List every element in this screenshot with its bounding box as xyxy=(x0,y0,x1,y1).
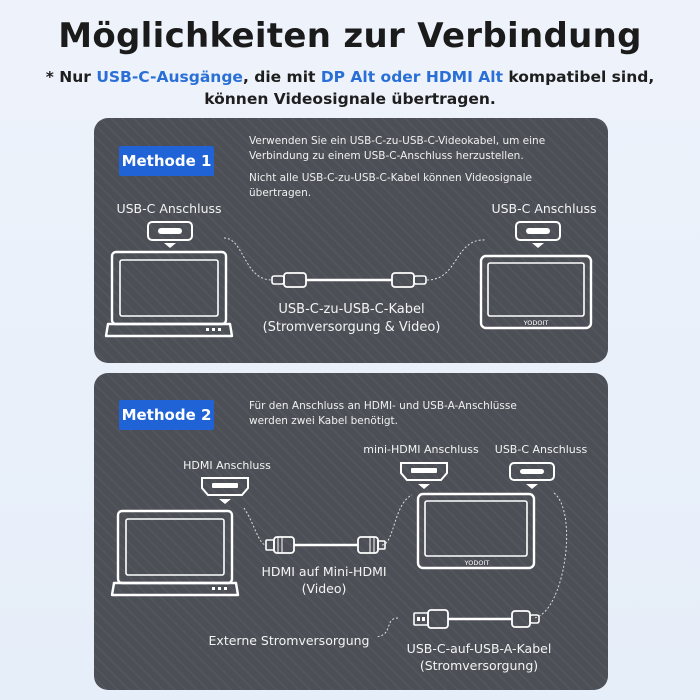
mini-hdmi-port-label: mini-HDMI Anschluss xyxy=(363,443,479,456)
method1-right-port-label: USB-C Anschluss xyxy=(491,201,597,216)
monitor-brand: YODOIT xyxy=(464,559,490,567)
method1-note: Nicht alle USB-C-zu-USB-C-Kabel können Videosignale übertragen. xyxy=(249,172,532,199)
cable-label-line2: (Stromversorgung & Video) xyxy=(262,320,441,335)
subtitle-highlight-alt: DP Alt oder HDMI Alt xyxy=(320,68,503,86)
subtitle-prefix: * Nur xyxy=(45,68,97,86)
hdmi-cable-label-line2: (Video) xyxy=(301,581,347,596)
method1-description: Verwenden Sie ein USB-C-zu-USB-C-Videokabel, um eine Verbindung zu einem USB-C-Anschluss herzustellen. xyxy=(249,135,546,162)
hdmi-cable-icon xyxy=(264,533,389,557)
hdmi-port-label: HDMI Anschluss xyxy=(183,459,271,472)
method2-description: Für den Anschluss an HDMI- und USB-A-Anschlüsse werden zwei Kabel benötigt. xyxy=(249,400,517,427)
usbc-port-label: USB-C Anschluss xyxy=(494,443,588,456)
method1-badge: Methode 1 xyxy=(119,146,214,176)
subtitle-highlight-usbc: USB-C-Ausgänge xyxy=(96,68,243,86)
usb-a-to-c-cable-icon xyxy=(412,607,542,631)
method1-panel xyxy=(94,118,608,363)
cable-label-line1: USB-C-zu-USB-C-Kabel xyxy=(278,302,425,317)
page-subtitle xyxy=(40,66,660,110)
usbc-cable-icon xyxy=(270,270,430,292)
external-power-label: Externe Stromversorgung xyxy=(208,633,370,648)
method2-badge: Methode 2 xyxy=(119,400,214,430)
usb-cable-label-line1: USB-C-auf-USB-A-Kabel xyxy=(406,641,552,656)
method1-left-port-label: USB-C Anschluss xyxy=(116,201,222,216)
subtitle-suffix: kompatibel sind, xyxy=(503,68,655,86)
method2-panel xyxy=(94,373,608,690)
hdmi-cable-label-line1: HDMI auf Mini-HDMI xyxy=(261,564,387,579)
subtitle-line2: können Videosignale übertragen. xyxy=(204,90,496,108)
usb-cable-label-line2: (Stromversorgung) xyxy=(419,658,539,673)
page-title: Möglichkeiten zur Verbindung xyxy=(58,16,642,56)
monitor-brand: YODOIT xyxy=(523,319,549,327)
subtitle-mid: , die mit xyxy=(242,68,321,86)
